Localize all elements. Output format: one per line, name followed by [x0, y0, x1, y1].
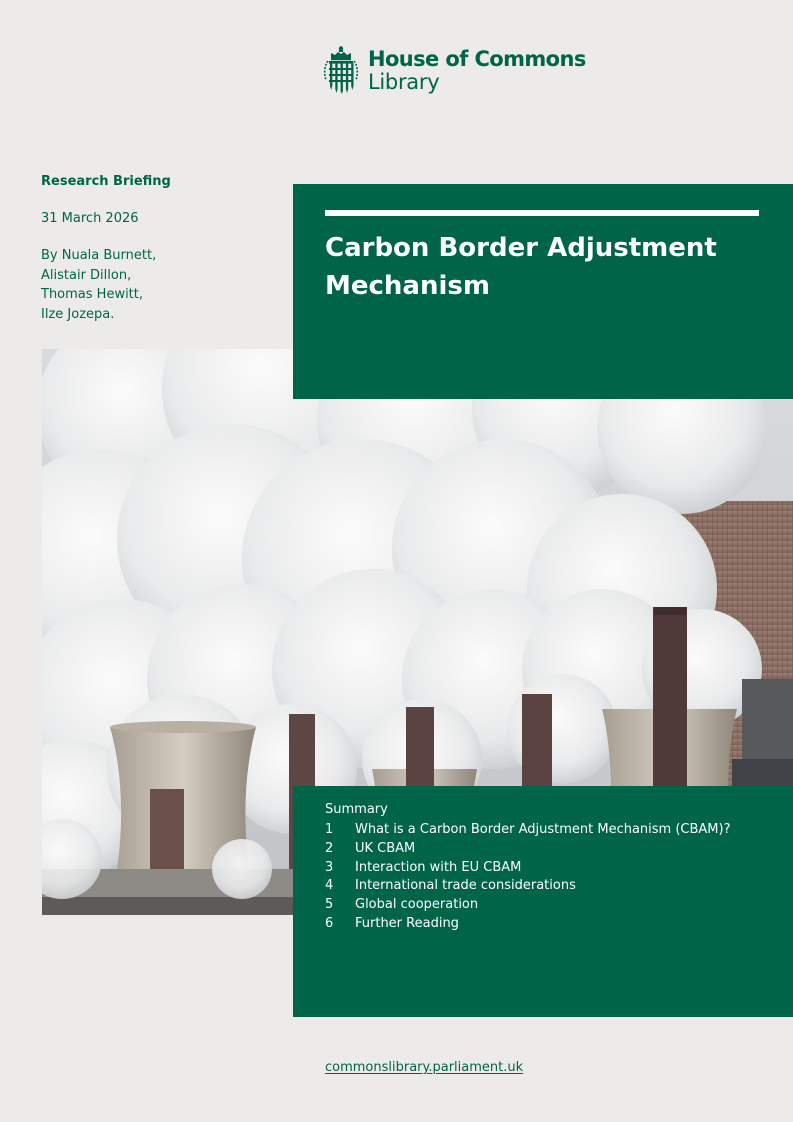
title-rule	[325, 210, 759, 216]
website-link[interactable]: commonslibrary.parliament.uk	[325, 1060, 524, 1075]
toc-number: 2	[325, 840, 334, 856]
portcullis-icon	[322, 46, 360, 94]
author-list	[41, 246, 281, 324]
document-title: Carbon Border Adjustment Mechanism	[325, 233, 717, 301]
toc-item[interactable]	[325, 877, 731, 896]
author-line: By Nuala Burnett,	[41, 248, 157, 263]
table-of-contents	[325, 821, 731, 934]
toc-item[interactable]	[325, 896, 731, 915]
logo-subtitle: Library	[368, 70, 440, 94]
toc-item[interactable]	[325, 915, 731, 934]
toc-label: International trade considerations	[355, 878, 576, 894]
toc-label: What is a Carbon Border Adjustment Mechanism (CBAM)?	[355, 822, 731, 837]
briefing-meta	[41, 174, 281, 324]
toc-number: 1	[325, 822, 334, 837]
toc-label: Global cooperation	[355, 897, 479, 913]
document-type: Research Briefing	[41, 174, 171, 189]
author-line: Ilze Jozepa.	[41, 306, 115, 322]
toc-label: UK CBAM	[355, 840, 416, 856]
toc-item[interactable]	[325, 859, 731, 878]
toc-label: Interaction with EU CBAM	[355, 859, 522, 875]
contents-panel	[293, 786, 793, 1017]
author-line: Thomas Hewitt,	[41, 287, 144, 302]
toc-label: Further Reading	[355, 915, 459, 931]
title-panel	[293, 184, 793, 399]
toc-number: 5	[325, 897, 334, 913]
toc-number: 4	[325, 878, 334, 894]
author-line: Alistair Dillon,	[41, 267, 132, 283]
toc-summary-link[interactable]: Summary	[325, 802, 388, 817]
toc-number: 3	[325, 859, 334, 875]
toc-item[interactable]	[325, 840, 731, 859]
toc-number: 6	[325, 915, 334, 931]
publication-date: 31 March 2026	[41, 211, 139, 226]
logo-title: House of Commons	[368, 47, 586, 71]
house-of-commons-library-logo	[322, 46, 586, 94]
toc-item[interactable]	[325, 821, 731, 840]
